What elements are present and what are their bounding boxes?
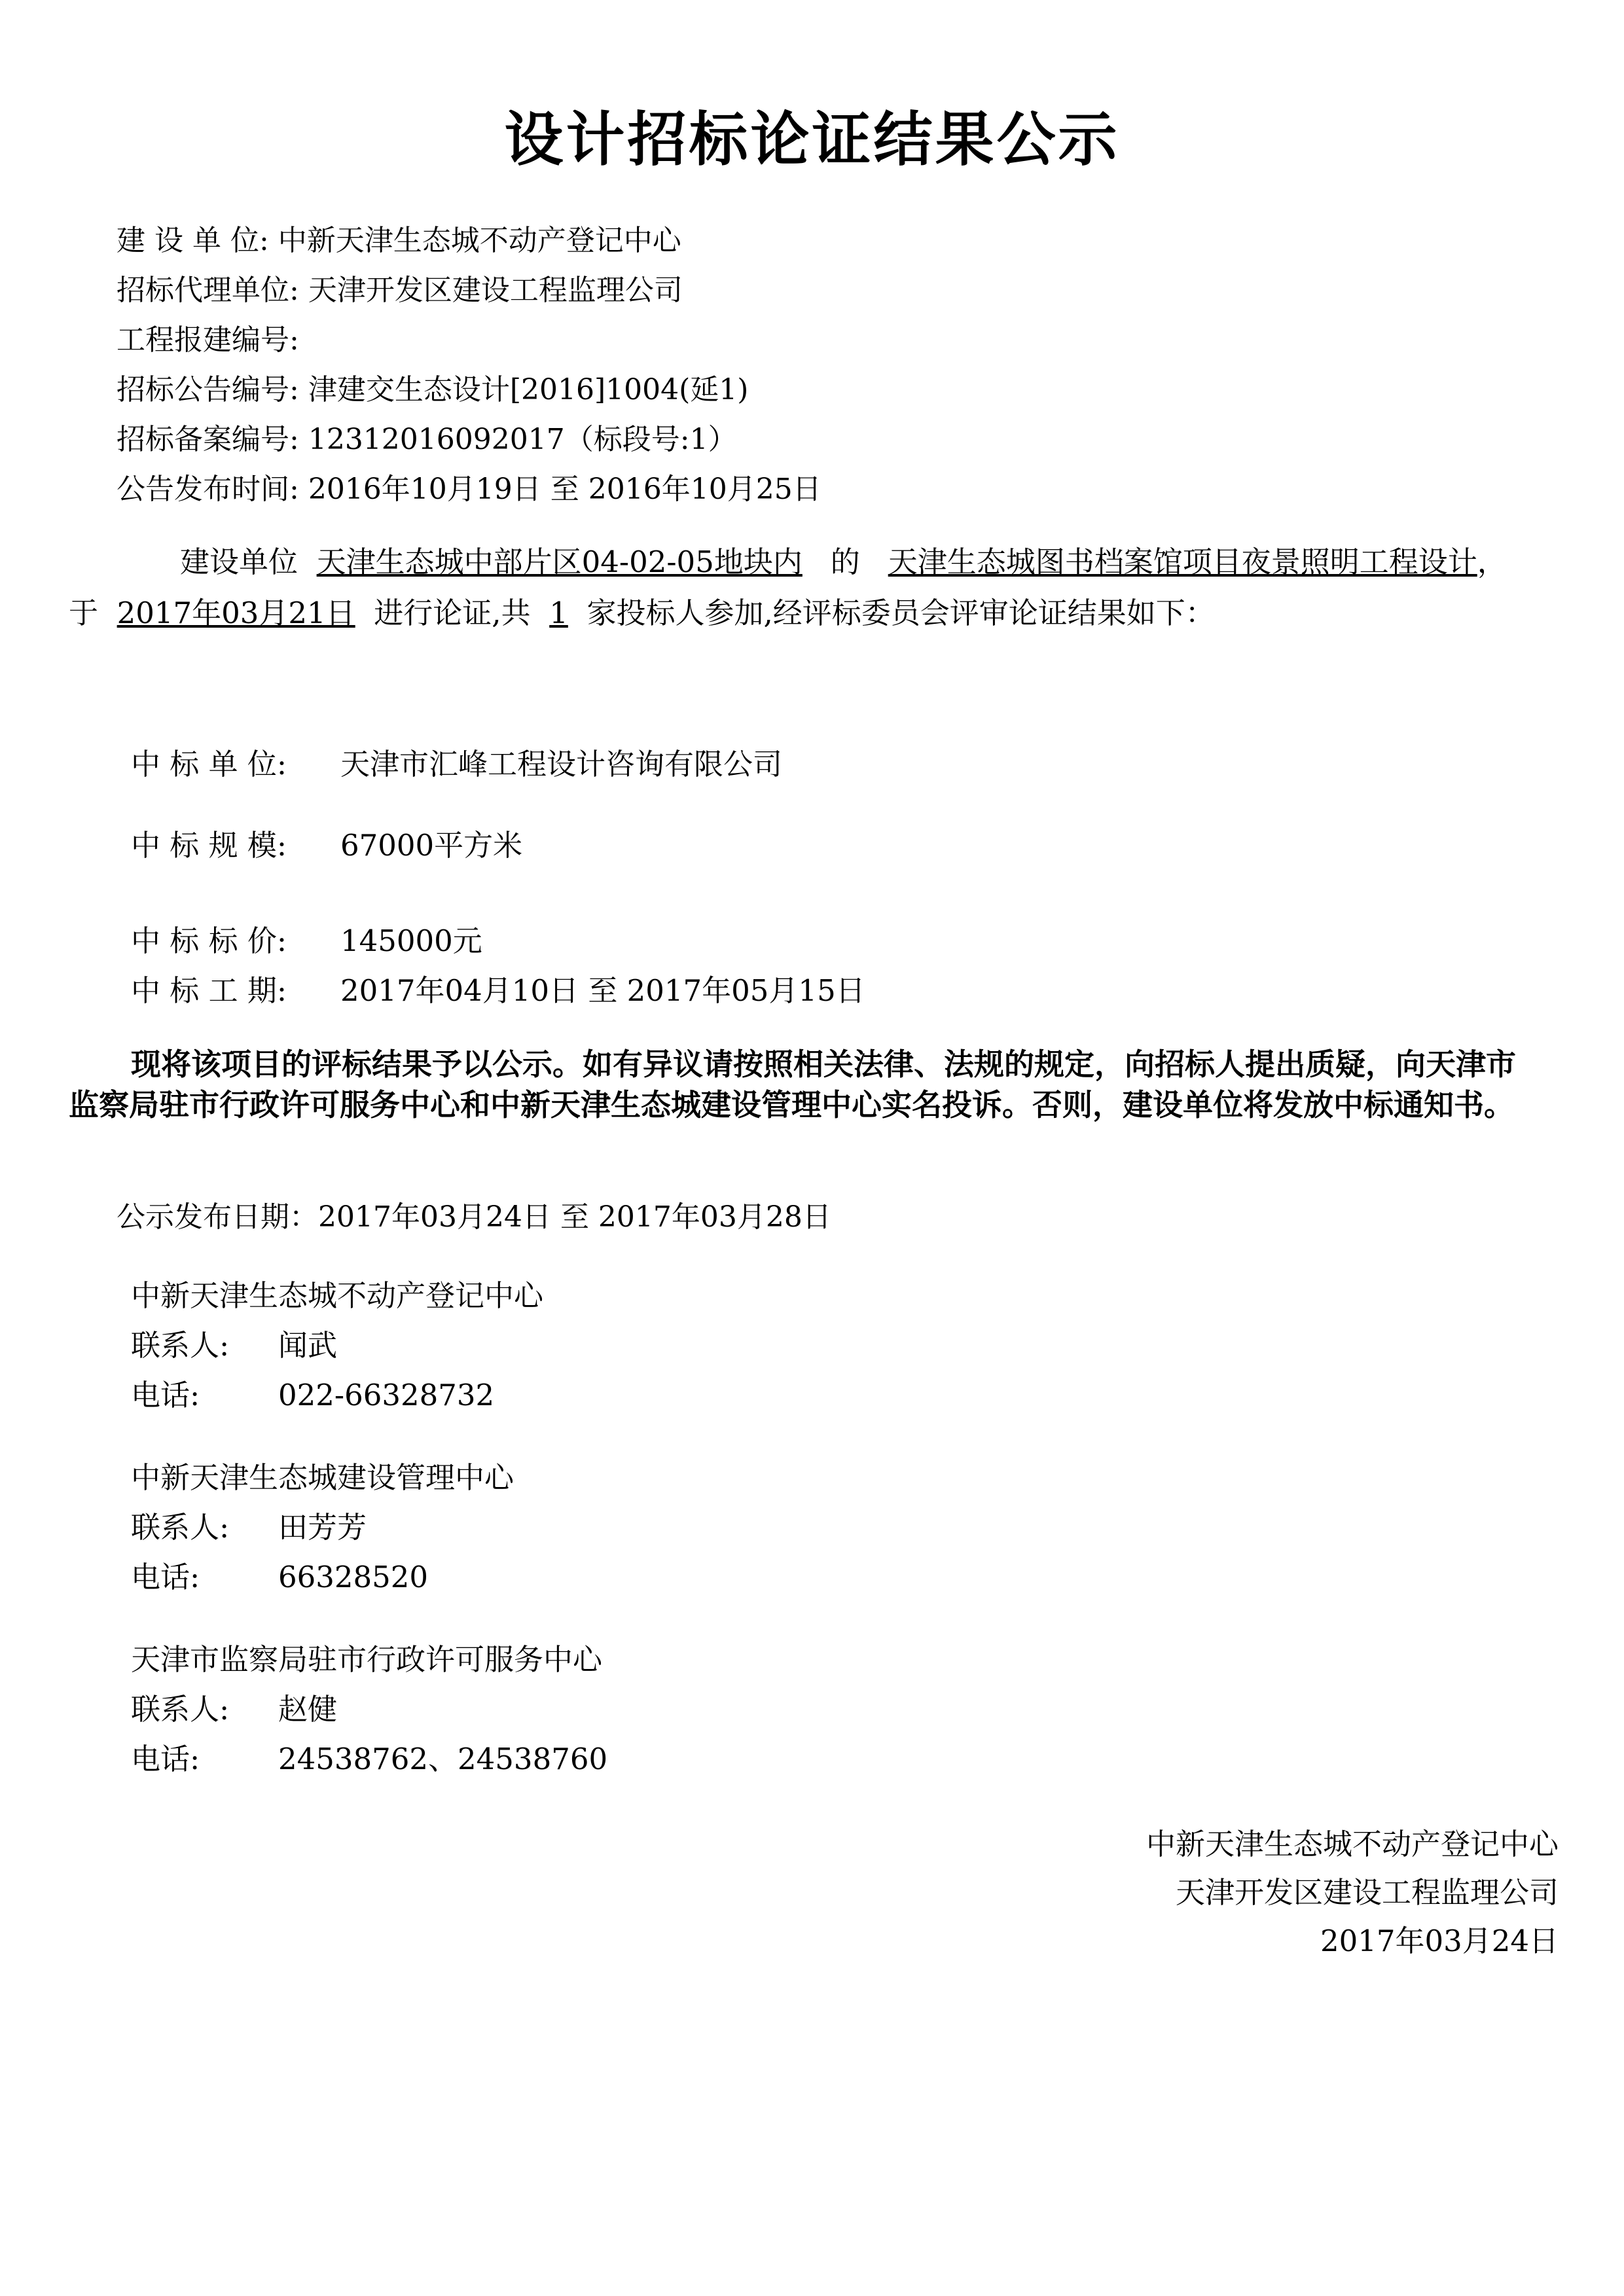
contact-phone-label: 电话: xyxy=(131,1378,200,1412)
intro-mid: 进行论证,共 xyxy=(374,596,531,630)
award-label: 中 标 标 价: xyxy=(131,924,287,958)
contact-person-label: 联系人: xyxy=(131,1692,230,1727)
contact-phone-number: 022-66328732 xyxy=(278,1378,495,1412)
intro-suffix: 家投标人参加,经评标委员会评审论证结果如下： xyxy=(586,596,1215,630)
contact-org: 天津市监察局驻市行政许可服务中心 xyxy=(131,1642,603,1677)
contact-phone-label: 电话: xyxy=(131,1742,200,1776)
field-value: 2016年10月19日 至 2016年10月25日 xyxy=(308,473,821,506)
contact-person xyxy=(131,1508,367,1547)
publicity-period: 公示发布日期：2017年03月24日 至 2017年03月28日 xyxy=(117,1200,831,1234)
award-label: 中 标 单 位: xyxy=(131,747,287,781)
field-agency xyxy=(117,271,683,310)
contact-phone xyxy=(131,1558,428,1597)
contact-person xyxy=(131,1690,337,1729)
field-value: 津建交生态设计[2016]1004(延1) xyxy=(308,373,749,406)
signature-date: 2017年03月24日 xyxy=(1320,1924,1559,1958)
field-project-code xyxy=(117,321,308,360)
signature-org-2: 天津开发区建设工程监理公司 xyxy=(1175,1875,1559,1910)
award-value: 67000平方米 xyxy=(340,828,523,863)
intro-prefix: 建设单位 xyxy=(180,545,298,579)
field-label: 招标代理单位: xyxy=(117,274,299,307)
award-price xyxy=(131,922,482,961)
field-label: 招标备案编号: xyxy=(117,423,299,456)
contact-phone-label: 电话: xyxy=(131,1560,200,1594)
notice-text: 现将该项目的评标结果予以公示。如有异议请按照相关法律、法规的规定，向招标人提出质疑，向天津市监察局驻市行政许可服务中心和中新天津生态城建设管理中心实名投诉。否则，建设单位将发放中标通知书。 xyxy=(69,1047,1516,1122)
contact-org: 中新天津生态城不动产登记中心 xyxy=(131,1278,544,1313)
contact-person-name: 赵健 xyxy=(278,1692,338,1727)
contact-person-label: 联系人: xyxy=(131,1328,230,1363)
field-filing-no xyxy=(117,420,737,459)
field-value: 天津开发区建设工程监理公司 xyxy=(308,274,683,307)
document-title: 设计招标论证结果公示 xyxy=(504,105,1120,174)
field-announcement-no xyxy=(117,370,748,410)
notice-paragraph xyxy=(69,1044,1542,1125)
signature-org-1: 中新天津生态城不动产登记中心 xyxy=(1146,1827,1559,1861)
intro-yu: ，于 xyxy=(69,545,1507,630)
intro-count: 1 xyxy=(549,596,568,630)
intro-de: 的 xyxy=(830,545,860,579)
contact-phone-number: 66328520 xyxy=(278,1560,429,1594)
award-scale xyxy=(131,826,522,865)
field-construction-unit xyxy=(117,221,681,260)
award-value: 145000元 xyxy=(340,924,482,958)
award-period xyxy=(131,971,865,1011)
award-label: 中 标 规 模: xyxy=(131,828,287,863)
field-value: 中新天津生态城不动产登记中心 xyxy=(278,224,681,257)
contact-person-name: 田芳芳 xyxy=(278,1510,367,1545)
contact-person xyxy=(131,1326,337,1365)
field-label: 建 设 单 位: xyxy=(117,224,269,257)
award-unit xyxy=(131,745,782,784)
contact-org: 中新天津生态城建设管理中心 xyxy=(131,1460,514,1495)
award-label: 中 标 工 期: xyxy=(131,973,287,1008)
award-value: 天津市汇峰工程设计咨询有限公司 xyxy=(340,747,783,781)
award-value: 2017年04月10日 至 2017年05月15日 xyxy=(340,973,865,1008)
field-label: 公告发布时间: xyxy=(117,473,299,506)
field-label: 工程报建编号: xyxy=(117,323,299,357)
intro-location: 天津生态城中部片区04-02-05地块内 xyxy=(316,545,803,579)
field-label: 招标公告编号: xyxy=(117,373,299,406)
field-value: 12312016092017（标段号:1） xyxy=(308,423,737,456)
intro-paragraph xyxy=(69,537,1568,639)
intro-date: 2017年03月21日 xyxy=(117,596,355,630)
contact-person-name: 闻武 xyxy=(278,1328,338,1363)
field-publish-time xyxy=(117,470,821,509)
contact-person-label: 联系人: xyxy=(131,1510,230,1545)
intro-project: 天津生态城图书档案馆项目夜景照明工程设计 xyxy=(888,545,1477,579)
contact-phone-number: 24538762、24538760 xyxy=(278,1742,608,1776)
contact-phone xyxy=(131,1376,494,1415)
contact-phone xyxy=(131,1740,607,1779)
